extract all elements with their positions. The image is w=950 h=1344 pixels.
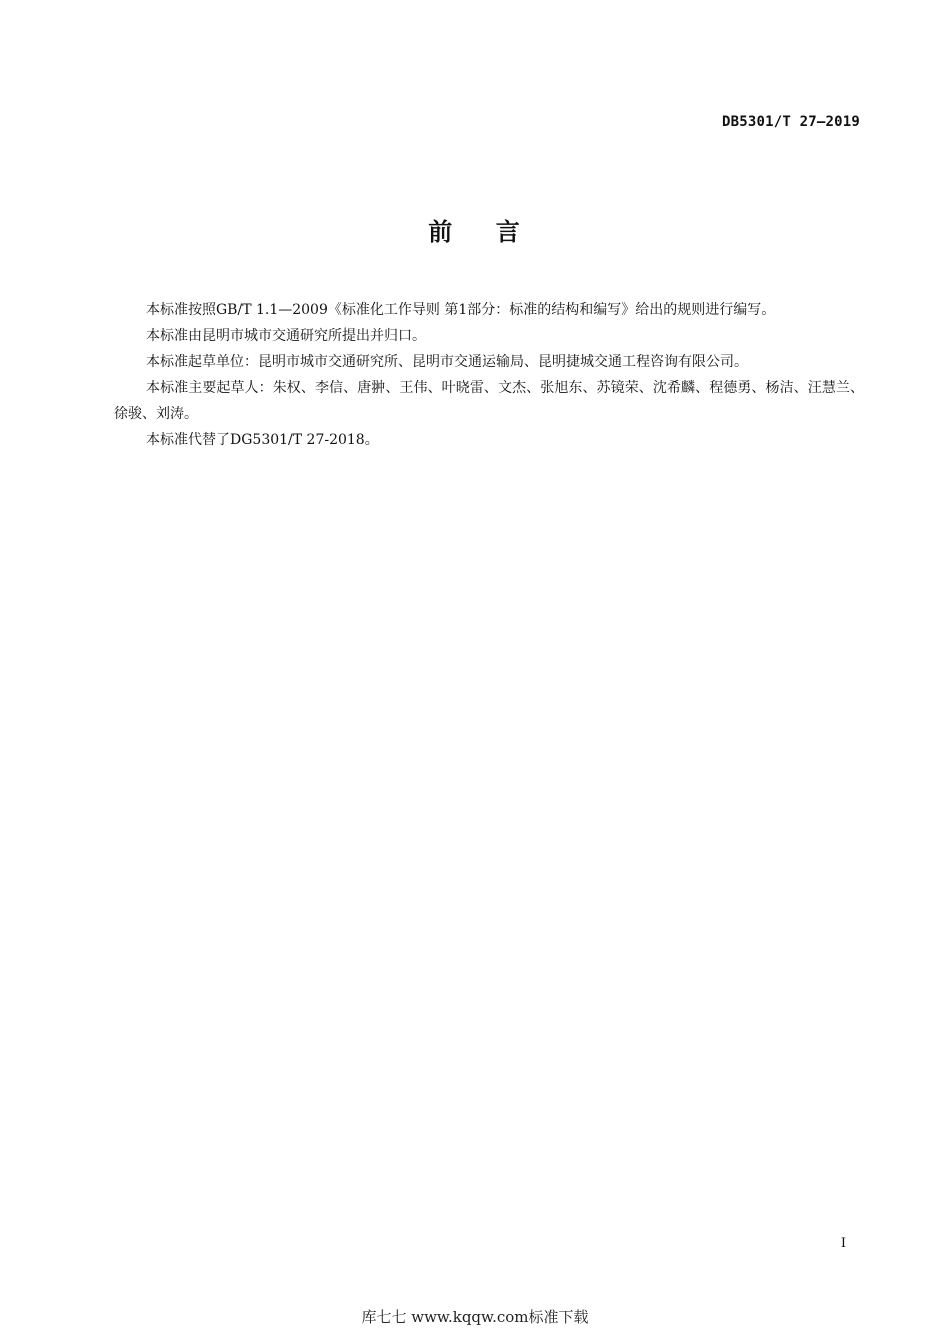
paragraph-drafting-units: 本标准起草单位：昆明市城市交通研究所、昆明市交通运输局、昆明捷城交通工程咨询有限公司。 bbox=[146, 354, 748, 370]
paragraph-proposer: 本标准由昆明市城市交通研究所提出并归口。 bbox=[146, 328, 426, 344]
paragraph-drafting-rules: 本标准按照GB/T 1.1—2009《标准化工作导则 第1部分：标准的结构和编写》给出的规则进行编写。 bbox=[146, 302, 776, 318]
footer-watermark: 库七七 www.kqqw.com标准下载 bbox=[361, 1308, 589, 1326]
paragraph-drafters: 本标准主要起草人：朱权、李信、唐翀、王伟、叶晓雷、文杰、张旭东、苏镜荣、沈希麟、程德勇、杨洁、汪慧兰、徐骏、刘涛。 bbox=[114, 380, 864, 422]
page-title: 前 言 bbox=[428, 218, 522, 246]
paragraph-replaces: 本标准代替了DG5301/T 27-2018。 bbox=[146, 432, 379, 448]
page-number: I bbox=[840, 1236, 846, 1251]
preface-body bbox=[114, 297, 864, 453]
document-code: DB5301/T 27—2019 bbox=[721, 114, 860, 130]
